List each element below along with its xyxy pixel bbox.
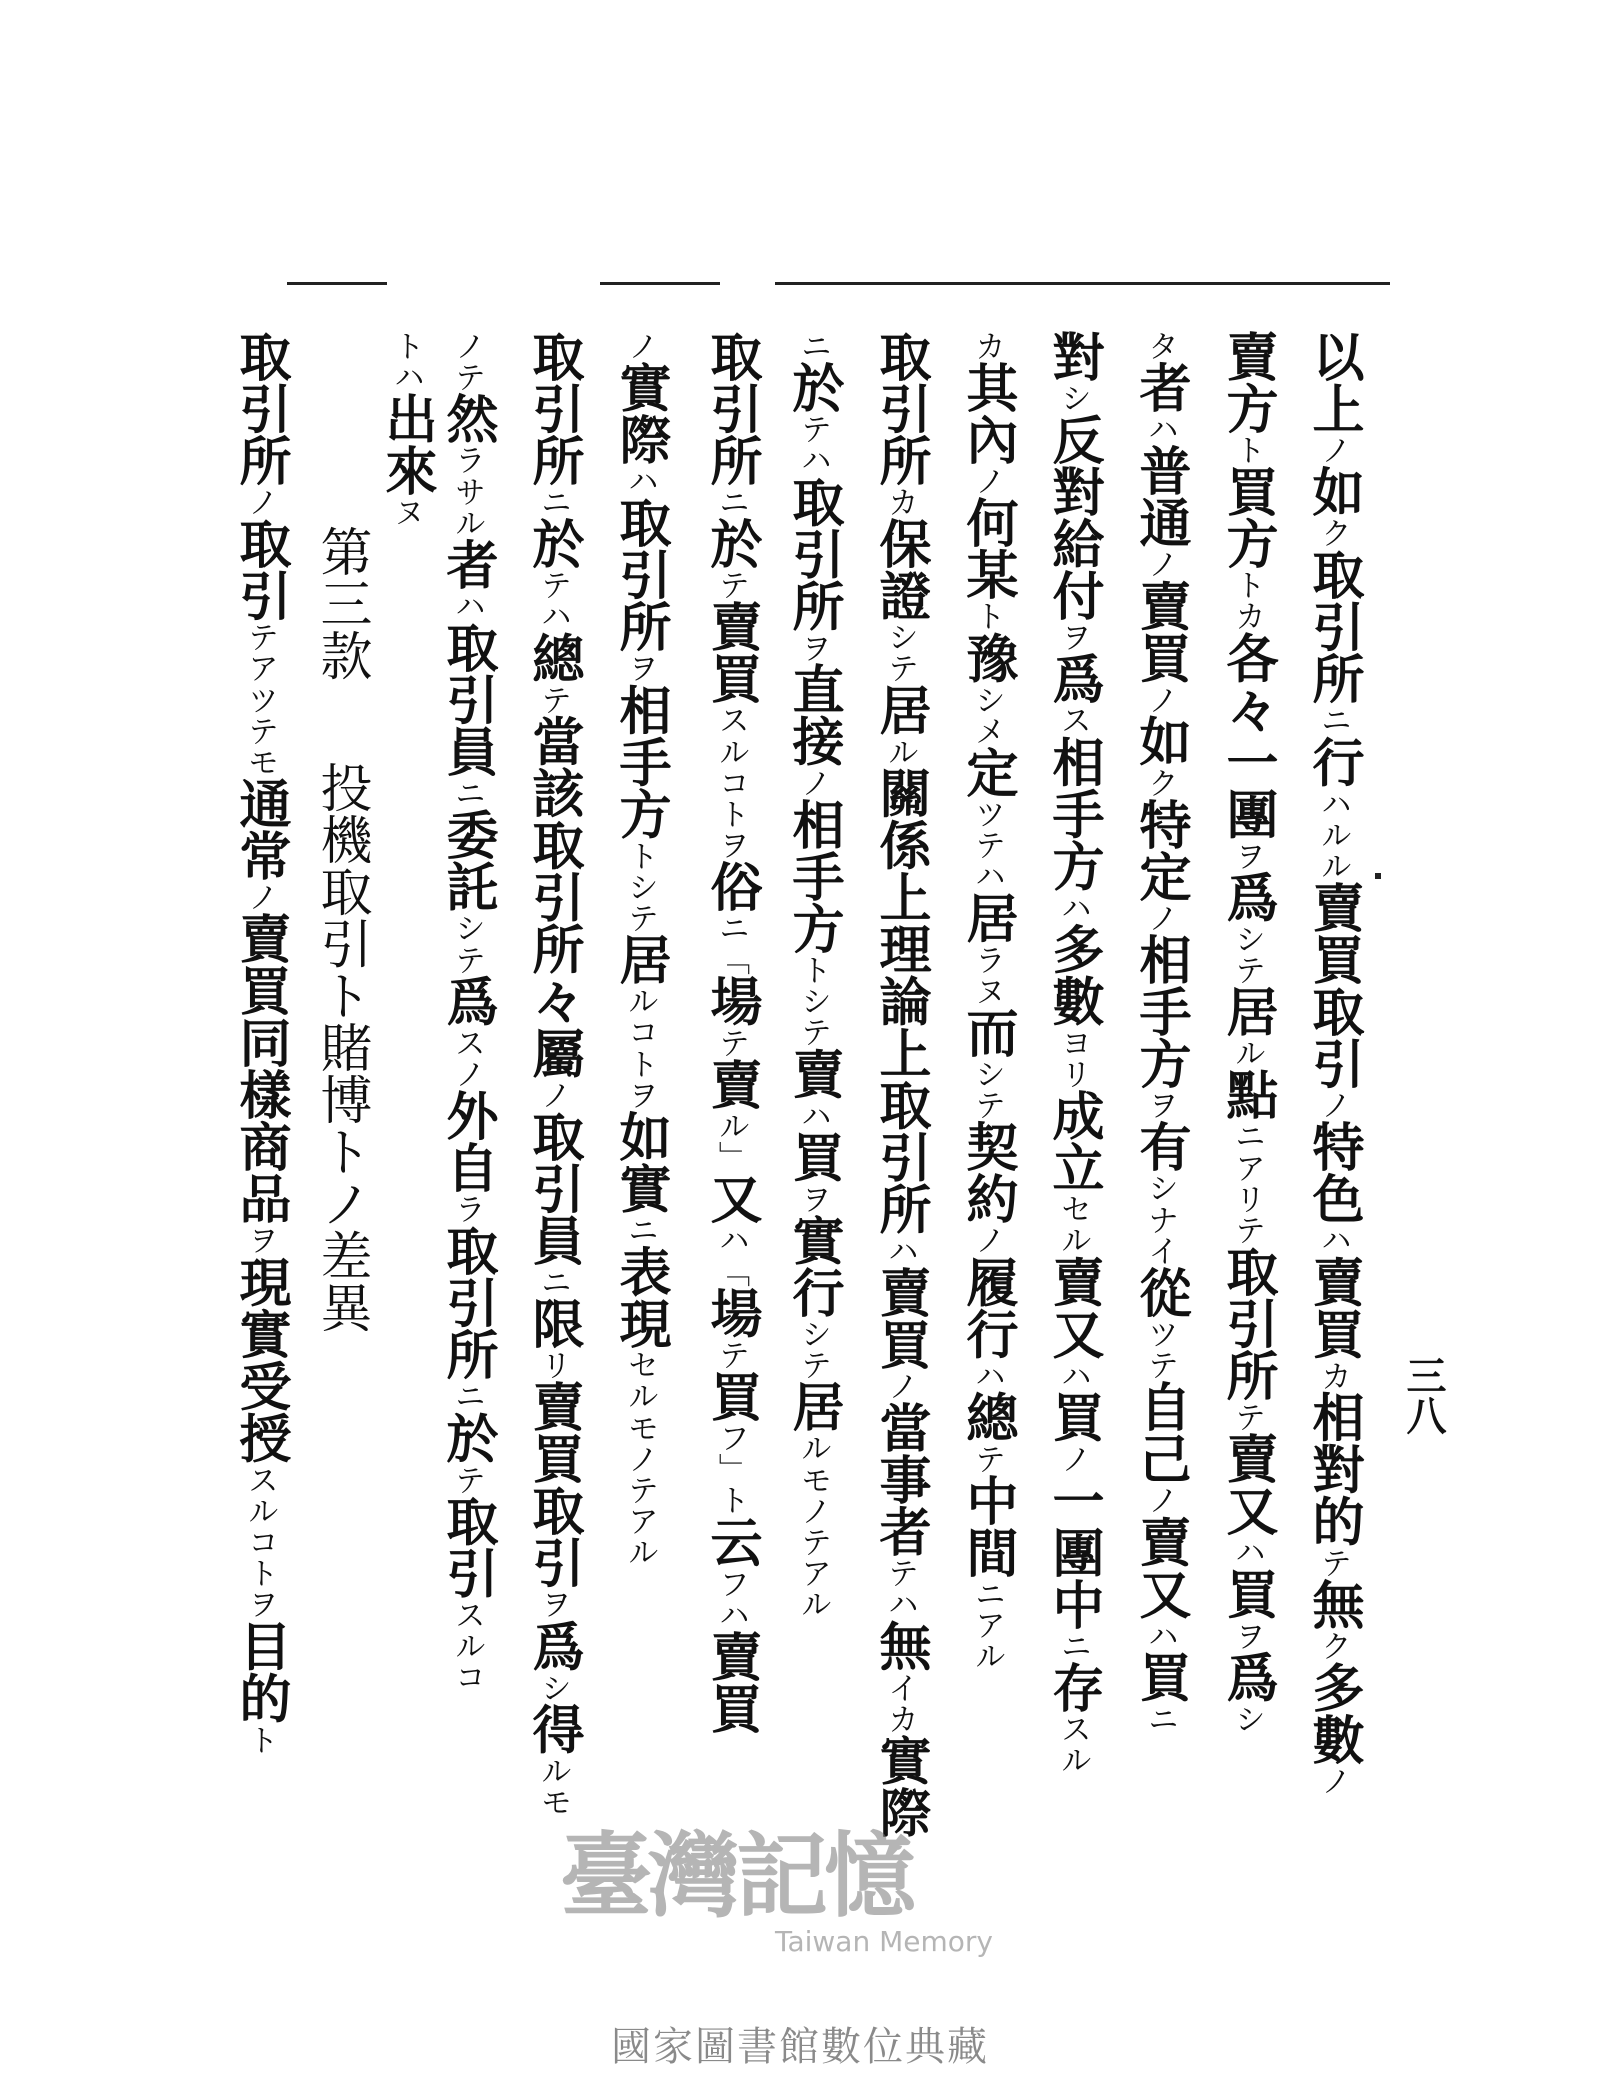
kana-glyph: ハ	[795, 444, 831, 476]
kana-glyph: ノ	[1142, 683, 1178, 715]
kana-glyph: ノ	[1142, 548, 1178, 580]
kana-glyph: ル	[795, 1588, 831, 1620]
kana-glyph: ア	[1229, 1151, 1265, 1183]
kana-glyph: シ	[622, 870, 658, 903]
kana-glyph: ト	[622, 1047, 658, 1079]
kana-glyph: ア	[969, 1609, 1005, 1641]
kana-glyph: セ	[1055, 1193, 1091, 1225]
kana-glyph: ハ	[1142, 413, 1178, 445]
kana-glyph: ニ	[713, 486, 749, 518]
kana-glyph: ス	[242, 1463, 278, 1495]
kana-glyph: テ	[1142, 1349, 1178, 1381]
kana-glyph: ノ	[535, 1078, 571, 1111]
kana-glyph: ニ	[449, 777, 485, 809]
kana-glyph: ノ	[882, 1370, 918, 1402]
kana-glyph: ル	[1315, 818, 1351, 851]
kana-glyph: ラ	[969, 943, 1005, 975]
kana-glyph: ナ	[1142, 1203, 1178, 1235]
top-rule	[775, 282, 1390, 285]
kana-glyph: ヲ	[713, 829, 749, 861]
kana-glyph: 」	[713, 1453, 749, 1485]
kana-glyph: カ	[969, 330, 1005, 362]
kana-glyph: ノ	[1055, 1442, 1091, 1475]
kana-glyph: サ	[449, 475, 485, 507]
kana-glyph: ノ	[1315, 1765, 1351, 1797]
kana-glyph: シ	[1229, 1702, 1265, 1735]
kana-glyph: ル	[1055, 1744, 1091, 1776]
kana-glyph: ヲ	[242, 1588, 278, 1620]
kana-glyph: ニ	[622, 1214, 658, 1246]
kana-glyph: ル	[1315, 850, 1351, 882]
kana-glyph: ノ	[622, 330, 658, 362]
kana-glyph: ニ	[1055, 1630, 1091, 1662]
kana-glyph: ハ	[1315, 1224, 1351, 1256]
kana-glyph: ト	[1229, 434, 1265, 466]
kana-glyph: ツ	[969, 798, 1005, 830]
text-column: 取引所ニ於テハ總テ當該取引所々屬ノ取引員ニ限リ賣買取引ヲ爲シ得ルモ	[527, 330, 579, 1817]
kana-glyph: テ	[795, 1526, 831, 1558]
kana-glyph: ル	[622, 985, 658, 1017]
kana-glyph: テ	[969, 1089, 1005, 1121]
kana-glyph: モ	[242, 746, 278, 778]
kana-glyph: フ	[713, 1422, 749, 1454]
kana-glyph: テ	[713, 1338, 749, 1371]
kana-glyph: モ	[535, 1786, 571, 1818]
kana-glyph: ヲ	[535, 1588, 571, 1620]
text-column: 對シ反對給付ヲ爲ス相手方ハ多數ヨリ成立セル賣又ハ買ノ一團中ニ存スル	[1047, 330, 1099, 1776]
kana-glyph: テ	[1229, 954, 1265, 986]
footer-credit: 國家圖書館數位典藏	[611, 2024, 989, 2070]
kana-glyph: ノ	[1315, 434, 1351, 466]
kana-glyph: カ	[1315, 1359, 1351, 1391]
kana-glyph: ハ	[1142, 1619, 1178, 1651]
kana-glyph: 「	[713, 943, 749, 975]
kana-glyph: ヲ	[1142, 1089, 1178, 1121]
kana-glyph: テ	[795, 413, 831, 445]
text-column: タ者ハ普通ノ賣買ノ如ク特定ノ相手方ヲ有シナイ從ツテ自己ノ賣又ハ買ニ	[1134, 330, 1186, 1734]
kana-glyph: ハ	[1315, 787, 1351, 819]
kana-glyph: ト	[969, 600, 1005, 632]
kana-glyph: ハ	[388, 361, 424, 393]
kana-glyph: ル	[535, 1754, 571, 1787]
kana-glyph: ト	[242, 1723, 278, 1755]
kana-glyph: ノ	[969, 1224, 1005, 1256]
kana-glyph: ハ	[713, 1224, 749, 1256]
watermark-caption: Taiwan Memory	[775, 1925, 993, 1958]
kana-glyph: ヲ	[1229, 839, 1265, 871]
kana-glyph: テ	[969, 829, 1005, 861]
kana-glyph: カ	[882, 1702, 918, 1735]
text-column: 賣方ト買方トカ各々一團ヲ爲シテ居ル點ニアリテ取引所テ賣又ハ買ヲ爲シ	[1221, 330, 1273, 1734]
kana-glyph: テ	[882, 1557, 918, 1589]
kana-glyph: ノ	[242, 486, 278, 518]
ink-dot	[1375, 873, 1381, 879]
kana-glyph: テ	[1229, 1401, 1265, 1433]
kana-glyph: テ	[1315, 1546, 1351, 1579]
kana-glyph: ス	[1055, 1713, 1091, 1745]
kana-glyph: モ	[795, 1463, 831, 1495]
text-column: 取引所ニ於テ賣買スルコトヲ俗ニ「場テ賣ル」又ハ「場テ買フ」ト云フハ賣買	[705, 330, 757, 1734]
kana-glyph: ル	[449, 1630, 485, 1662]
kana-glyph: ク	[1142, 766, 1178, 799]
kana-glyph: ア	[795, 1557, 831, 1589]
kana-glyph: ヲ	[622, 1078, 658, 1111]
kana-glyph: ル	[795, 1432, 831, 1464]
kana-glyph: ル	[622, 1536, 658, 1568]
kana-glyph: ニ	[1229, 1120, 1265, 1152]
kana-glyph: ス	[449, 1598, 485, 1631]
kana-glyph: ノ	[1315, 1089, 1351, 1121]
kana-glyph: ニ	[1142, 1702, 1178, 1735]
kana-glyph: シ	[795, 1318, 831, 1350]
kana-glyph: テ	[713, 569, 749, 601]
kana-glyph: シ	[1229, 922, 1265, 955]
text-column: トハ出來ヌ	[380, 330, 432, 528]
kana-glyph: テ	[622, 1474, 658, 1506]
kana-glyph: テ	[795, 1349, 831, 1381]
kana-glyph: シ	[882, 621, 918, 653]
kana-glyph: ル	[1055, 1224, 1091, 1256]
kana-glyph: ラ	[449, 444, 485, 476]
kana-glyph: ハ	[1055, 891, 1091, 923]
kana-glyph: ル	[1229, 1037, 1265, 1069]
kana-glyph: コ	[449, 1661, 485, 1693]
kana-glyph: イ	[1142, 1234, 1178, 1267]
kana-glyph: シ	[449, 912, 485, 944]
kana-glyph: テ	[622, 902, 658, 934]
kana-glyph: ト	[388, 330, 424, 362]
kana-glyph: ハ	[713, 1598, 749, 1631]
kana-glyph: ハ	[1229, 1536, 1265, 1568]
kana-glyph: ハ	[882, 1588, 918, 1620]
kana-glyph: ニ	[795, 330, 831, 362]
kana-glyph: テ	[242, 621, 278, 653]
kana-glyph: ヲ	[242, 1224, 278, 1256]
text-column: 取引所カ保證シテ居ル關係上理論上取引所ハ賣買ノ當事者テハ無イカ實際	[874, 330, 926, 1838]
kana-glyph: ト	[713, 798, 749, 830]
kana-glyph: ハ	[795, 1099, 831, 1131]
top-rule	[287, 282, 387, 285]
kana-glyph: カ	[1229, 600, 1265, 632]
kana-glyph: フ	[713, 1567, 749, 1599]
text-column: カ其內ノ何某ト豫シメ定ツテハ居ラヌ而シテ契約ノ履行ハ總テ中間ニアル	[961, 330, 1013, 1672]
kana-glyph: ニ	[713, 912, 749, 944]
kana-glyph: シ	[1142, 1172, 1178, 1204]
kana-glyph: コ	[622, 1016, 658, 1048]
kana-glyph: ル	[449, 506, 485, 539]
kana-glyph: シ	[535, 1671, 571, 1703]
kana-glyph: ハ	[449, 590, 485, 622]
kana-glyph: ク	[1315, 517, 1351, 549]
kana-glyph: ト	[242, 1557, 278, 1589]
kana-glyph: ツ	[1142, 1318, 1178, 1350]
kana-glyph: コ	[242, 1526, 278, 1558]
kana-glyph: ト	[1229, 569, 1265, 601]
kana-glyph: テ	[535, 569, 571, 601]
kana-glyph: ス	[449, 1026, 485, 1059]
kana-glyph: テ	[969, 1442, 1005, 1475]
kana-glyph: ハ	[535, 600, 571, 632]
kana-glyph: 「	[713, 1255, 749, 1287]
kana-glyph: ル	[622, 1380, 658, 1412]
kana-glyph: ハ	[882, 1234, 918, 1267]
kana-glyph: ル	[713, 735, 749, 767]
kana-glyph: ハ	[969, 1359, 1005, 1391]
kana-glyph: ノ	[795, 766, 831, 799]
kana-glyph: ヲ	[1055, 621, 1091, 653]
kana-glyph: シ	[795, 985, 831, 1017]
kana-glyph: ヲ	[622, 652, 658, 684]
kana-glyph: テ	[795, 1016, 831, 1048]
kana-glyph: ノ	[449, 1058, 485, 1090]
page-number: 三八	[1400, 1355, 1447, 1435]
watermark-logo: 臺灣記憶	[560, 1822, 913, 1930]
kana-glyph: ヌ	[969, 974, 1005, 1007]
kana-glyph: テ	[535, 683, 571, 715]
kana-glyph: ノ	[622, 1442, 658, 1475]
kana-glyph: ハ	[622, 465, 658, 497]
section-title: 投機取引ト賭博トノ差異	[311, 761, 371, 1333]
kana-glyph: ル	[969, 1640, 1005, 1672]
kana-glyph: ニ	[449, 1380, 485, 1412]
kana-glyph: ニ	[535, 1266, 571, 1298]
kana-glyph: ラ	[449, 1193, 485, 1225]
text-column: ノ實際ハ取引所ヲ相手方トシテ居ルコトヲ如實ニ表現セルモノテアル	[614, 330, 666, 1568]
kana-glyph: ヲ	[795, 1182, 831, 1215]
kana-glyph: ハ	[969, 860, 1005, 892]
kana-glyph: テ	[242, 714, 278, 747]
kana-glyph: ノ	[1142, 902, 1178, 934]
kana-glyph: ニ	[969, 1578, 1005, 1610]
kana-glyph: ア	[242, 652, 278, 684]
kana-glyph: リ	[535, 1349, 571, 1381]
kana-glyph: ヌ	[388, 496, 424, 528]
kana-glyph: セ	[622, 1349, 658, 1381]
text-column: 以上ノ如ク取引所ニ行ハルル賣買取引ノ特色ハ賣買カ相對的テ無ク多數ノ	[1307, 330, 1359, 1796]
kana-glyph: リ	[1229, 1182, 1265, 1215]
kana-glyph: カ	[882, 486, 918, 518]
kana-glyph: タ	[1142, 330, 1178, 362]
kana-glyph: ル	[713, 1110, 749, 1142]
kana-glyph: ヲ	[1229, 1619, 1265, 1651]
kana-glyph: シ	[969, 683, 1005, 715]
kana-glyph: コ	[713, 766, 749, 799]
kana-glyph: テ	[1229, 1214, 1265, 1246]
kana-glyph: テ	[449, 1463, 485, 1495]
kana-glyph: シ	[969, 1058, 1005, 1090]
kana-glyph: イ	[882, 1671, 918, 1703]
kana-glyph: ト	[622, 839, 658, 871]
kana-glyph: ト	[795, 954, 831, 986]
kana-glyph: シ	[1055, 382, 1091, 414]
kana-glyph: ノ	[1142, 1484, 1178, 1516]
kana-glyph: ト	[713, 1484, 749, 1516]
kana-glyph: ツ	[242, 683, 278, 715]
kana-glyph: ル	[242, 1494, 278, 1527]
kana-glyph: ニ	[1315, 704, 1351, 736]
kana-glyph: テ	[449, 361, 485, 393]
kana-glyph: ル	[882, 735, 918, 767]
top-rule	[600, 282, 720, 285]
section-number: 第三款	[311, 525, 371, 681]
kana-glyph: メ	[969, 714, 1005, 747]
kana-glyph: リ	[1055, 1058, 1091, 1090]
kana-glyph: ハ	[1055, 1359, 1091, 1391]
kana-glyph: ノ	[969, 465, 1005, 497]
kana-glyph: ノ	[795, 1494, 831, 1527]
watermark	[560, 1822, 1040, 1960]
text-column: 取引所ノ取引テアツテモ通常ノ賣買同樣商品ヲ現實受授スルコトヲ目的ト	[234, 330, 286, 1755]
kana-glyph: ス	[1055, 704, 1091, 736]
kana-glyph: ス	[713, 704, 749, 736]
kana-glyph: テ	[713, 1026, 749, 1059]
kana-glyph: 」	[713, 1141, 749, 1173]
kana-glyph: ニ	[535, 486, 571, 518]
kana-glyph: テ	[882, 652, 918, 684]
kana-glyph: ノ	[449, 330, 485, 362]
kana-glyph: ノ	[242, 881, 278, 913]
text-column: ノテ然ラサル者ハ取引員ニ委託シテ爲スノ外自ラ取引所ニ於テ取引スルコ	[441, 330, 493, 1692]
kana-glyph: ア	[622, 1505, 658, 1537]
kana-glyph: ク	[1315, 1630, 1351, 1662]
text-column: ニ於テハ取引所ヲ直接ノ相手方トシテ賣ハ買ヲ實行シテ居ルモノテアル	[787, 330, 839, 1620]
section-heading	[311, 525, 371, 1333]
kana-glyph: ヨ	[1055, 1026, 1091, 1059]
kana-glyph: テ	[449, 943, 485, 975]
kana-glyph: ヲ	[795, 631, 831, 663]
kana-glyph: モ	[622, 1411, 658, 1443]
